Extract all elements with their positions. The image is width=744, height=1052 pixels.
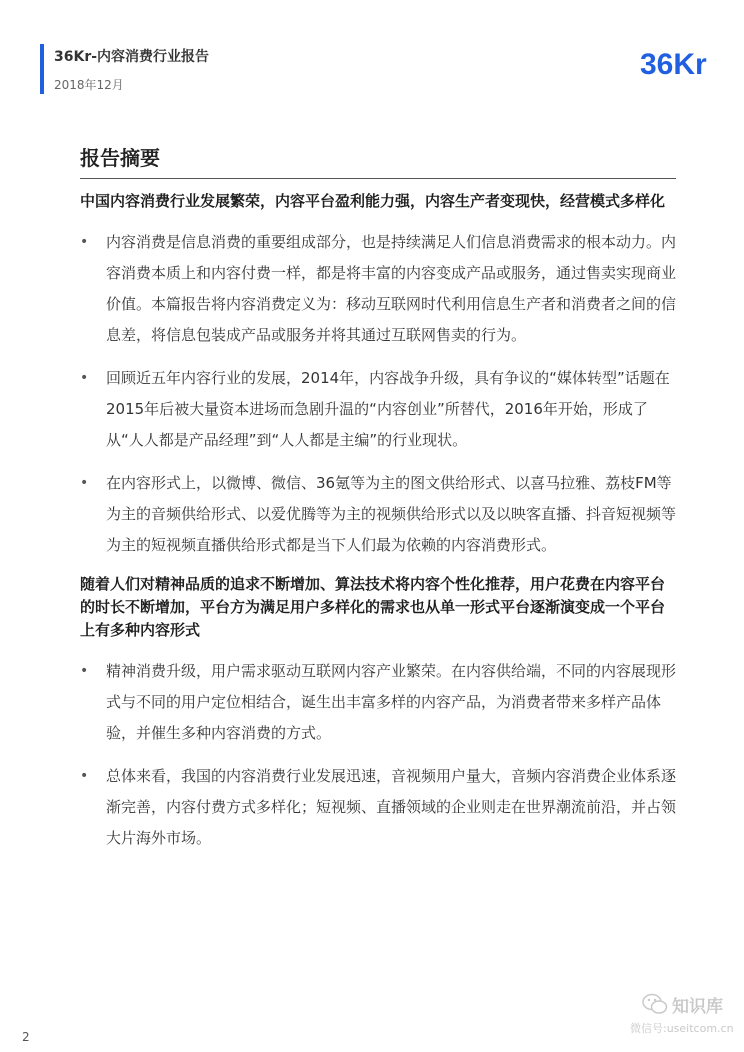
block-heading: 随着人们对精神品质的追求不断增加、算法技术将内容个性化推荐，用户花费在内容平台的时长不断增加，平台方为满足用户多样化的需求也从单一形式平台逐渐演变成一个平台上有多种内容形式 (80, 575, 666, 639)
bullet-text: 在内容形式上，以微博、微信、36氪等为主的图文供给形式、以喜马拉雅、荔枝FM等为主的音频供给形式、以爱优腾等为主的视频供给形式以及以映客直播、抖音短视频等为主的短视频直播供给形式都是当下人们最为依赖的内容消费形式。 (106, 474, 677, 554)
report-title: 36Kr-内容消费行业报告 (54, 49, 210, 65)
svg-text:36Kr: 36Kr (640, 48, 707, 81)
bullet-dot-icon: • (80, 370, 89, 386)
bullet-text: 内容消费是信息消费的重要组成部分，也是持续满足人们信息消费需求的根本动力。内容消费本质上和内容付费一样，都是将丰富的内容变成产品或服务，通过售卖实现商业价值。本篇报告将内容消费定义为：移动互联网时代利用信息生产者和消费者之间的信息差，将信息包装成产品或服务并将其通过互联网售卖的行为。 (106, 233, 677, 344)
wechat-icon (642, 992, 668, 1016)
header-accent-bar (40, 44, 44, 94)
bullet-dot-icon: • (80, 234, 89, 250)
bullet-text: 回顾近五年内容行业的发展，2014年，内容战争升级，具有争议的“媒体转型”话题在2015年后被大量资本进场而急剧升温的“内容创业”所替代，2016年开始，形成了从“人人都是产品经理”到“人人都是主编”的行业现状。 (106, 369, 670, 449)
block-heading: 中国内容消费行业发展繁荣，内容平台盈利能力强，内容生产者变现快，经营模式多样化 (80, 192, 666, 210)
bullet-list (80, 656, 676, 854)
bullet-item (80, 468, 676, 561)
bullet-list (80, 227, 676, 561)
bullet-item (80, 761, 676, 854)
bullet-text: 总体来看，我国的内容消费行业发展迅速，音视频用户量大，音频内容消费企业体系逐渐完善，内容付费方式多样化；短视频、直播领域的企业则走在世界潮流前沿，并占领大片海外市场。 (106, 767, 677, 847)
page-number: 2 (22, 1030, 30, 1044)
bullet-item (80, 227, 676, 351)
report-date: 2018年12月 (54, 78, 124, 92)
bullet-item (80, 656, 676, 749)
36kr-logo (636, 42, 716, 82)
section-title: 报告摘要 (80, 146, 160, 170)
watermark (628, 990, 740, 1040)
bullet-dot-icon: • (80, 475, 89, 491)
bullet-dot-icon: • (80, 768, 89, 784)
section-divider (80, 178, 676, 179)
watermark-subtitle: 微信号:useitcom.cn (630, 1022, 734, 1035)
summary-content (80, 190, 676, 866)
bullet-dot-icon: • (80, 663, 89, 679)
bullet-text: 精神消费升级，用户需求驱动互联网内容产业繁荣。在内容供给端，不同的内容展现形式与不同的用户定位相结合，诞生出丰富多样的内容产品，为消费者带来多样产品体验，并催生多种内容消费的方式。 (106, 662, 677, 742)
bullet-item (80, 363, 676, 456)
watermark-brand: 知识库 (672, 997, 723, 1017)
